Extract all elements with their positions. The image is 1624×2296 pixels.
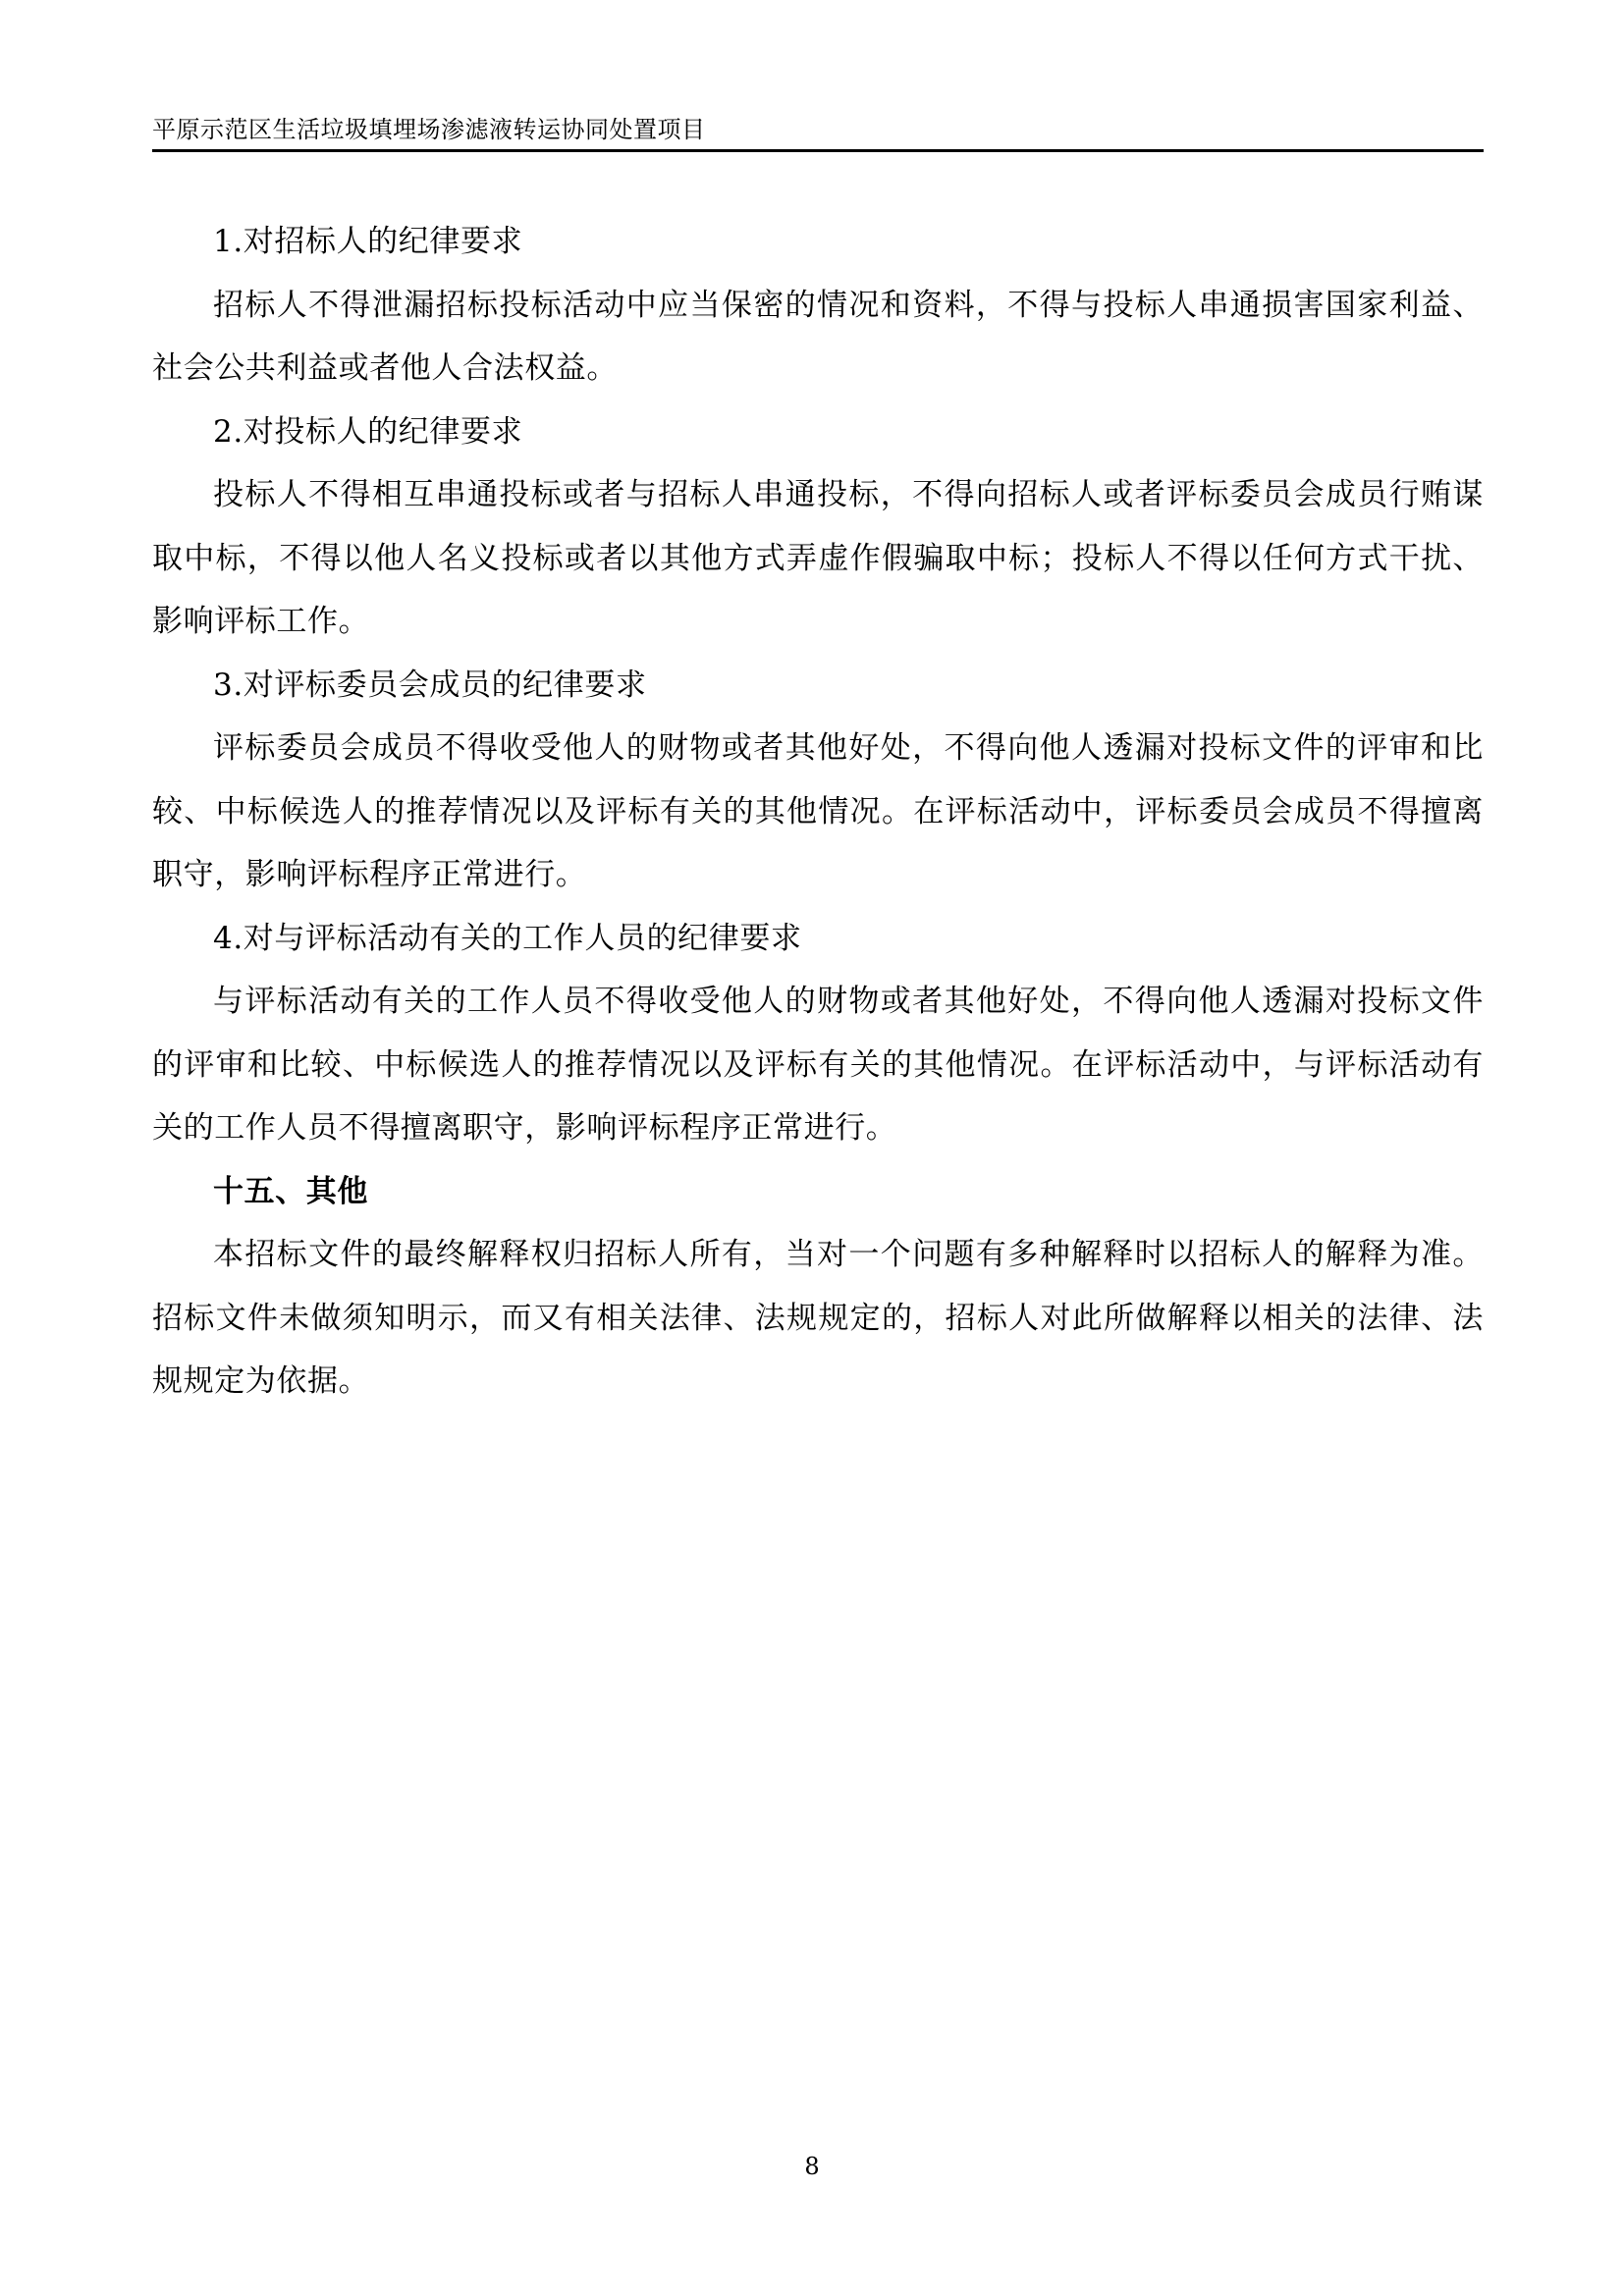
section-body-4: 与评标活动有关的工作人员不得收受他人的财物或者其他好处，不得向他人透漏对投标文件的评审和比较、中标候选人的推荐情况以及评标有关的其他情况。在评标活动中，与评标活动有关的工作人员不得擅离职守，影响评标程序正常进行。: [152, 984, 1484, 1146]
page-number: 8: [804, 2153, 820, 2180]
section-body-1: 招标人不得泄漏招标投标活动中应当保密的情况和资料，不得与投标人串通损害国家利益、社会公共利益或者他人合法权益。: [152, 287, 1484, 386]
section-heading-2: 2.对投标人的纪律要求: [213, 413, 523, 450]
section-heading-4: 4.对与评标活动有关的工作人员的纪律要求: [213, 920, 802, 956]
section-heading-1: 1.对招标人的纪律要求: [213, 224, 523, 259]
page-header: [152, 114, 1484, 153]
document-title: 平原示范区生活垃圾填埋场渗滤液转运协同处置项目: [152, 116, 706, 143]
chapter-body-other: 本招标文件的最终解释权归招标人所有，当对一个问题有多种解释时以招标人的解释为准。招标文件未做须知明示，而又有相关法律、法规规定的，招标人对此所做解释以相关的法律、法规规定为依据。: [152, 1237, 1484, 1399]
document-body: [152, 210, 1484, 1414]
section-body-3: 评标委员会成员不得收受他人的财物或者其他好处，不得向他人透漏对投标文件的评审和比较、中标候选人的推荐情况以及评标有关的其他情况。在评标活动中，评标委员会成员不得擅离职守，影响评标程序正常进行。: [152, 730, 1484, 892]
section-body-2: 投标人不得相互串通投标或者与招标人串通投标，不得向招标人或者评标委员会成员行贿谋取中标，不得以他人名义投标或者以其他方式弄虚作假骗取中标；投标人不得以任何方式干扰、影响评标工作。: [152, 477, 1484, 639]
section-heading-3: 3.对评标委员会成员的纪律要求: [213, 667, 647, 703]
chapter-heading-other: 十五、其他: [213, 1173, 368, 1209]
header-divider: [152, 149, 1484, 152]
